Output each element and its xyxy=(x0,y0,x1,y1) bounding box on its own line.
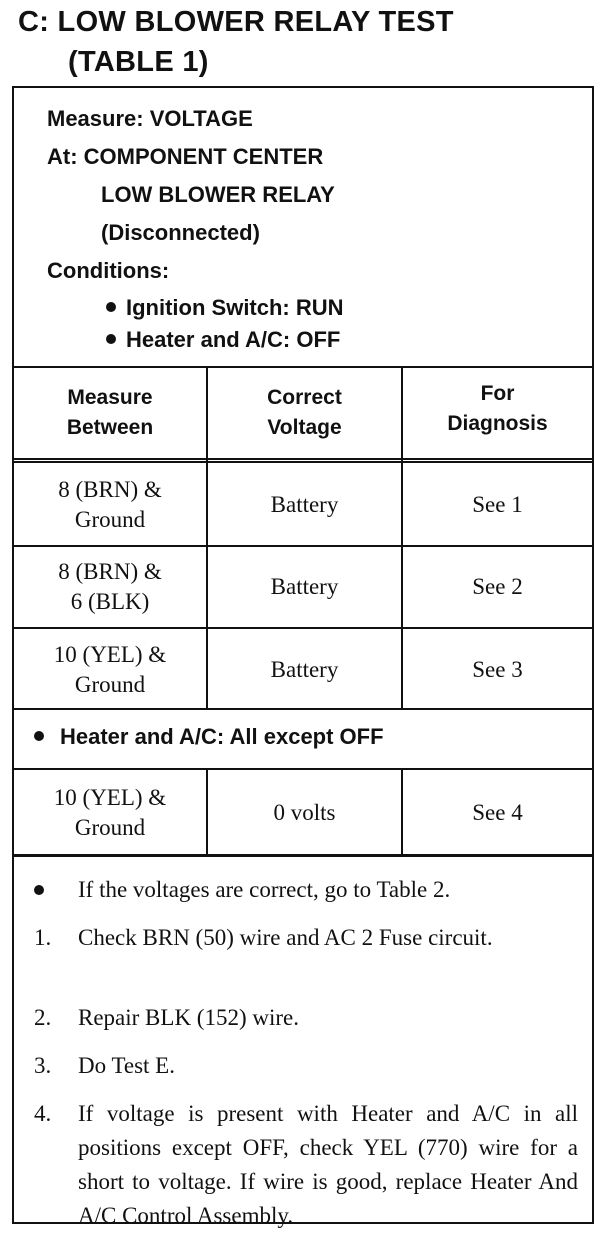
header-text: For xyxy=(480,382,515,405)
test-table xyxy=(12,86,594,1228)
cell-text: 6 (BLK) xyxy=(70,589,150,614)
condition-text: Heater and A/C: OFF xyxy=(126,327,341,352)
table-header xyxy=(14,368,592,463)
cell-text: Ground xyxy=(74,671,146,697)
bullet-icon xyxy=(34,731,44,741)
measure-between-cell xyxy=(14,629,206,710)
notes-block xyxy=(14,857,592,1228)
header-text: Voltage xyxy=(267,416,342,439)
header-text: Measure xyxy=(67,386,153,409)
header-correct-voltage xyxy=(208,368,401,458)
bullet-icon xyxy=(106,334,116,344)
note-text: Do Test E. xyxy=(78,1053,175,1078)
header-text: Diagnosis xyxy=(447,412,548,435)
header-text: Between xyxy=(66,416,154,439)
diagnosis-cell: See 3 xyxy=(472,656,523,682)
measure-line: Measure: VOLTAGE xyxy=(47,106,253,131)
cell-text: Ground xyxy=(74,814,146,840)
correct-voltage-cell: Battery xyxy=(270,491,339,517)
measure-block xyxy=(14,88,592,368)
conditions-label: Conditions: xyxy=(47,258,170,283)
cell-text: Ground xyxy=(74,506,146,532)
header-measure-between xyxy=(14,368,206,458)
measure-between-cell xyxy=(14,463,206,546)
cell-text: 8 (BRN) & xyxy=(58,559,162,584)
header-text: Correct xyxy=(267,386,342,409)
diagnosis-cell: See 2 xyxy=(472,574,523,599)
at-detail-2: (Disconnected) xyxy=(101,220,260,245)
correct-voltage-cell: 0 volts xyxy=(273,799,336,825)
page-title xyxy=(18,2,454,82)
bullet-icon xyxy=(106,302,116,312)
cell-text: 10 (YEL) & xyxy=(53,641,167,667)
condition-text: Heater and A/C: All except OFF xyxy=(60,724,384,749)
table-row xyxy=(14,463,592,546)
table-row xyxy=(14,547,592,627)
header-for-diagnosis xyxy=(403,364,592,454)
at-detail-1: LOW BLOWER RELAY xyxy=(101,182,335,207)
cell-text: 10 (YEL) & xyxy=(53,784,167,810)
diagnosis-cell: See 1 xyxy=(472,491,523,517)
cell-text: 8 (BRN) & xyxy=(58,476,162,502)
table-row xyxy=(14,629,592,710)
title-line-2: (TABLE 1) xyxy=(68,46,209,78)
measure-between-cell xyxy=(14,770,206,855)
condition-row xyxy=(14,710,592,768)
at-line: At: COMPONENT CENTER xyxy=(47,144,324,169)
note-bullet xyxy=(34,873,64,907)
condition-item xyxy=(106,327,340,353)
note-text: If voltage is present with Heater and A/C in all positions except OFF, check YEL (770) wire for a short to voltage. If wire is good, replace Heater And A/C Control Assembly. xyxy=(78,1101,578,1228)
correct-voltage-cell: Battery xyxy=(270,574,339,599)
diagnosis-cell: See 4 xyxy=(472,799,523,825)
condition-item xyxy=(106,295,344,321)
measure-between-cell xyxy=(14,547,206,627)
note-number: 3. xyxy=(34,1053,52,1078)
note-text: If the voltages are correct, go to Table 2. xyxy=(78,877,451,902)
title-line-1: C: LOW BLOWER RELAY TEST xyxy=(18,6,454,38)
table-row xyxy=(14,770,592,855)
condition-text: Ignition Switch: RUN xyxy=(126,295,344,320)
bullet-icon xyxy=(34,885,44,895)
note-text: Check BRN (50) wire and AC 2 Fuse circuit. xyxy=(78,925,493,950)
note-text: Repair BLK (152) wire. xyxy=(78,1005,299,1030)
correct-voltage-cell: Battery xyxy=(270,656,339,682)
note-number: 2. xyxy=(34,1005,52,1030)
note-number: 1. xyxy=(34,925,52,950)
note-number: 4. xyxy=(34,1101,52,1126)
